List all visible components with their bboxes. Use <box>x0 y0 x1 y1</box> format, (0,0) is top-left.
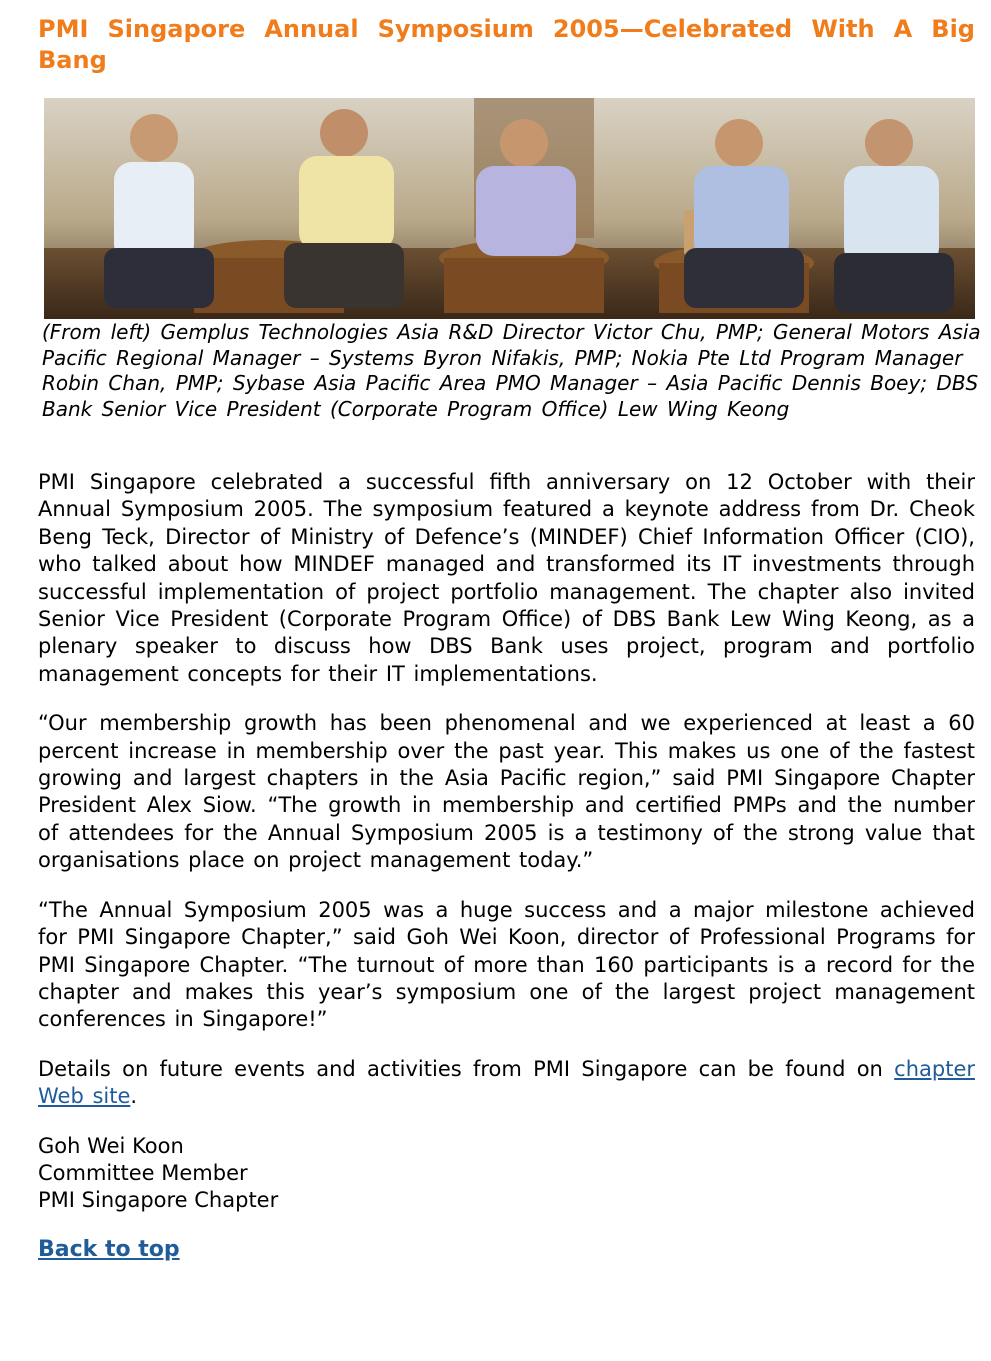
signature <box>38 1133 975 1215</box>
photo-caption: (From left) Gemplus Technologies Asia R&D Director Victor Chu, PMP; General Motors Asia Pacific Regional Manager – Systems Byron Nifakis, PMP; Nokia Pte Ltd Program Manager Robin Chan, PMP; Sybase Asia Pacific Area PMO Manager – Asia Pacific Dennis Boey; DBS Bank Senior Vice President (Corporate Program Office) Lew Wing Keong <box>42 320 981 421</box>
chapter-website-link[interactable]: chapter Web site <box>38 1056 975 1109</box>
panel-photo-illustration <box>44 98 975 319</box>
article-body <box>38 469 975 1262</box>
signature-org: PMI Singapore Chapter <box>38 1188 279 1213</box>
signature-role: Committee Member <box>38 1160 248 1185</box>
details-paragraph <box>38 1056 975 1111</box>
signature-name: Goh Wei Koon <box>38 1133 184 1158</box>
paragraph-1: PMI Singapore celebrated a successful fifth anniversary on 12 October with their Annual Symposium 2005. The symposium featured a keynote address from Dr. Cheok Beng Teck, Director of Ministry of Defence’s (MINDEF) Chief Information Officer (CIO), who talked about how MINDEF managed and transformed its IT investments through successful implementation of project portfolio management. The chapter also invited Senior Vice President (Corporate Program Office) of DBS Bank Lew Wing Keong, as a plenary speaker to discuss how DBS Bank uses project, program and portfolio management concepts for their IT implementations. <box>38 470 975 686</box>
article <box>38 0 975 76</box>
panel-photo <box>44 98 975 319</box>
back-to-top-link[interactable]: Back to top <box>38 1236 180 1262</box>
details-end: . <box>130 1084 138 1109</box>
article-title: PMI Singapore Annual Symposium 2005—Celebrated With A Big Bang <box>38 15 975 74</box>
paragraph-2: “Our membership growth has been phenomenal and we experienced at least a 60 percent increase in membership over the past year. This makes us one of the fastest growing and largest chapters in the Asia Pacific region,” said PMI Singapore Chapter President Alex Siow. “The growth in membership and certified PMPs and the number of attendees for the Annual Symposium 2005 is a testimony of the strong value that organisations place on project management today.” <box>38 711 975 873</box>
paragraph-3: “The Annual Symposium 2005 was a huge success and a major milestone achieved for PMI Singapore Chapter,” said Goh Wei Koon, director of Professional Programs for PMI Singapore Chapter. “The turnout of more than 160 participants is a record for the chapter and makes this year’s symposium one of the largest project management conferences in Singapore!” <box>38 897 975 1032</box>
details-text: Details on future events and activities from PMI Singapore can be found on <box>38 1056 883 1081</box>
